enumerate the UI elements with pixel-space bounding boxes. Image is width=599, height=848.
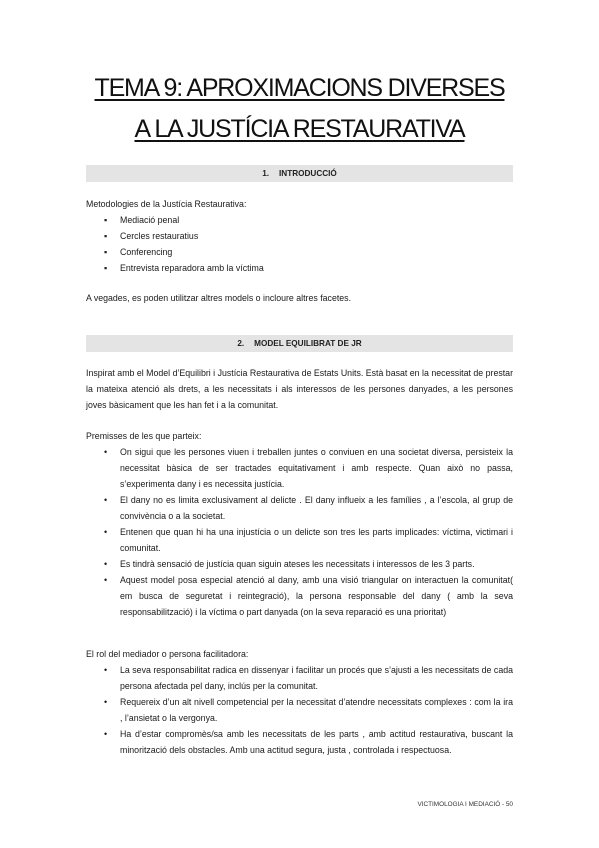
bullet-icon: ▪ (104, 263, 108, 273)
section-number: 1. (262, 169, 270, 178)
list-item: ▪ Entrevista reparadora amb la víctima (86, 260, 513, 276)
section-title: MODEL EQUILIBRAT DE JR (254, 339, 362, 348)
section-number: 2. (237, 339, 245, 348)
list-item: • On sigui que les persones viuen i treballen juntes o conviuen en una societat diversa, persisteix la necessitat bàsica de ser tractades equitativament i amb respecte. Quan això no passa, s’experimenta dany i es necessita justícia. (86, 444, 513, 492)
list-item: • Entenen que quan hi ha una injustícia o un delicte son tres les parts implicades: víctima, victimari i comunitat. (86, 524, 513, 556)
bullet-icon: • (104, 559, 108, 569)
premises-title: Premisses de les que parteix: (86, 431, 202, 441)
section-title: INTRODUCCIÓ (279, 169, 337, 178)
section-heading-model-equilibrat (86, 335, 513, 352)
methodologies-list (86, 212, 513, 276)
mediator-role-title: El rol del mediador o persona facilitadora: (86, 649, 249, 659)
bullet-icon: • (104, 527, 108, 537)
list-item: ▪ Cercles restauratius (86, 228, 513, 244)
list-item: • Ha d’estar compromès/sa amb les necessitats de les parts , amb actitud restaurativa, buscant la minorització dels obstacles. Amb una actitud segura, justa , controlada i respectuosa. (86, 726, 513, 758)
bullet-icon: • (104, 729, 108, 739)
bullet-icon: ▪ (104, 247, 108, 257)
list-item: • Aquest model posa especial atenció al dany, amb una visió triangular on interactuen la comunitat( em busca de seguretat i reintegració), la persona responsable del dany ( amb la seva responsabilització) i la víctima o part danyada (on la seva reparació es una prioritat) (86, 572, 513, 620)
page-footer: VICTIMOLOGIA I MEDIACIÓ - 50 (417, 801, 513, 808)
list-item: • Es tindrà sensació de justícia quan siguin ateses les necessitats i interessos de les 3 parts. (86, 556, 513, 572)
list-item: ▪ Mediació penal (86, 212, 513, 228)
model-intro-paragraph: Inspirat amb el Model d’Equilibri i Justícia Restaurativa de Estats Units. Està basat en la necessitat de prestar la mateixa atenció als drets, a les necessitats i als interessos de les persones danyades, a les persones joves bàsicament que les han fet i a la comunitat. (86, 368, 513, 410)
bullet-icon: ▪ (104, 231, 108, 241)
bullet-icon: • (104, 665, 108, 675)
bullet-icon: ▪ (104, 215, 108, 225)
bullet-icon: • (104, 697, 108, 707)
page-title-line-2: A LA JUSTÍCIA RESTAURATIVA (134, 115, 465, 143)
list-item: • La seva responsabilitat radica en dissenyar i facilitar un procés que s’ajusti a les necessitats de cada persona afectada pel dany, inclús per la comunitat. (86, 662, 513, 694)
list-item: ▪ Conferencing (86, 244, 513, 260)
mediator-role-list (86, 662, 513, 758)
methodologies-closing: A vegades, es poden utilitzar altres models o incloure altres facetes. (86, 293, 352, 303)
bullet-icon: • (104, 575, 108, 585)
section-heading-introduccio (86, 165, 513, 182)
list-item: • El dany no es limita exclusivament al delicte . El dany influeix a les famílies , a l’escola, al grup de convivència o a la societat. (86, 492, 513, 524)
methodologies-intro: Metodologies de la Justícia Restaurativa: (86, 199, 247, 209)
premises-list (86, 444, 513, 620)
page-title-line-1: TEMA 9: APROXIMACIONS DIVERSES (94, 74, 505, 102)
bullet-icon: • (104, 447, 108, 457)
list-item: • Requereix d’un alt nivell competencial per la necessitat d’atendre necessitats complexes : com la ira , l’ansietat o la vergonya. (86, 694, 513, 726)
bullet-icon: • (104, 495, 108, 505)
